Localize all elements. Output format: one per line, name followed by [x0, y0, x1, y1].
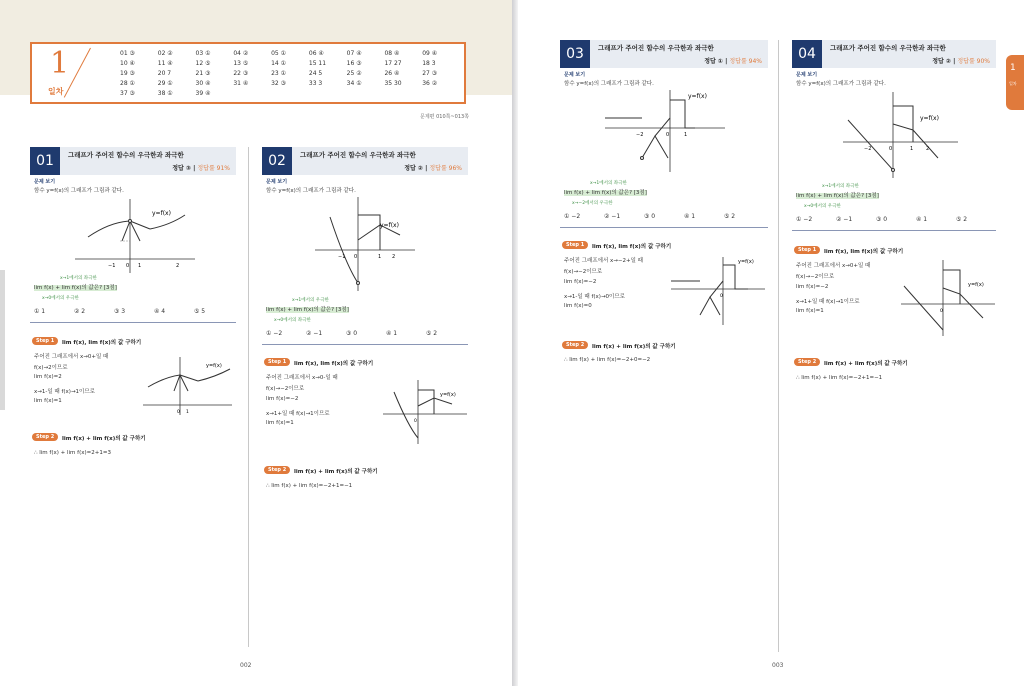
- step1-line: f(x)→−2이므로: [266, 386, 305, 392]
- section-rule: [792, 230, 996, 231]
- step2-title: lim f(x) + lim f(x)의 값 구하기: [294, 469, 378, 475]
- graph-02: [310, 195, 420, 295]
- svg-text:1: 1: [910, 146, 914, 152]
- answer-item: 30 ④: [195, 80, 211, 87]
- step2-title: lim f(x) + lim f(x)의 값 구하기: [824, 361, 908, 367]
- step2-tag: Step 2: [562, 341, 588, 349]
- step1-line: f(x)→−2이므로: [796, 274, 835, 280]
- page-number: 003: [772, 662, 784, 669]
- right-page: [518, 0, 1024, 686]
- answer-item: 34 ①: [346, 80, 362, 87]
- step2-line: ∴ lim f(x) + lim f(x)=−2+0=−2: [564, 357, 651, 363]
- step2-line: ∴ lim f(x) + lim f(x)=2+1=3: [34, 450, 111, 456]
- step1-tag: Step 1: [264, 358, 290, 366]
- choice[interactable]: ⑤ 2: [426, 330, 438, 337]
- step1-line: lim f(x)=−2: [266, 396, 299, 402]
- column-divider: [778, 40, 779, 652]
- see-problem-label: 문제 보기: [564, 72, 586, 78]
- choices-04: [796, 216, 996, 223]
- choice[interactable]: ② −1: [836, 216, 853, 223]
- problem-title: 그래프가 주어진 함수의 우극한과 좌극한: [830, 44, 946, 52]
- step1-line: lim f(x)=−2: [564, 279, 597, 285]
- section-rule: [30, 322, 236, 323]
- step1-line: lim f(x)=0: [564, 303, 592, 309]
- problem-title: 그래프가 주어진 함수의 우극한과 좌극한: [598, 44, 714, 52]
- step2-tag: Step 2: [32, 433, 58, 441]
- svg-text:1: 1: [138, 263, 142, 269]
- answer-item: 38 ①: [157, 90, 173, 97]
- choice[interactable]: ① −2: [564, 213, 581, 220]
- problem-title: 그래프가 주어진 함수의 우극한과 좌극한: [300, 151, 416, 159]
- answer-item: 09 ④: [422, 50, 438, 57]
- side-tab-number: 1: [1010, 63, 1016, 73]
- page-edge-tab: [0, 270, 5, 410]
- step1-line: x→1-일 때 f(x)→0이므로: [564, 294, 625, 300]
- svg-text:y=f(x): y=f(x): [688, 93, 707, 100]
- choice[interactable]: ③ 0: [876, 216, 888, 223]
- step1-line: lim f(x)=1: [796, 308, 824, 314]
- choice[interactable]: ⑤ 2: [724, 213, 736, 220]
- step2-tag: Step 2: [794, 358, 820, 366]
- problem-number: 02: [262, 147, 292, 175]
- day-side-tab[interactable]: [1006, 55, 1024, 110]
- problem-answer: 정답 ② | 정답률 96%: [404, 165, 462, 172]
- answer-item: 19 ③: [120, 70, 135, 77]
- problem-03-header: [560, 40, 768, 68]
- answer-item: 33 3: [308, 80, 323, 87]
- choice[interactable]: ④ 1: [916, 216, 928, 223]
- answer-item: 28 ①: [120, 80, 135, 87]
- solution-graph-03: [668, 255, 768, 327]
- note-top: x→1에서의 좌극한: [60, 276, 97, 281]
- problem-stem: 함수 y=f(x)의 그래프가 그림과 같다.: [796, 81, 886, 87]
- choice[interactable]: ⑤ 2: [956, 216, 968, 223]
- svg-text:1: 1: [684, 132, 688, 138]
- svg-text:0: 0: [414, 419, 417, 424]
- section-rule: [262, 344, 468, 345]
- graph-03: [600, 88, 730, 174]
- svg-text:y=f(x): y=f(x): [738, 259, 754, 265]
- step1-tag: Step 1: [32, 337, 58, 345]
- problem-stem: 함수 y=f(x)의 그래프가 그림과 같다.: [34, 188, 124, 194]
- choices-01: [34, 308, 234, 315]
- problem-number: 04: [792, 40, 822, 68]
- step1-line: 주어진 그래프에서 x→0-일 때: [266, 375, 338, 381]
- step1-line: f(x)→2이므로: [34, 365, 68, 371]
- problem-question: lim f(x) + lim f(x)의 값은? [3점]: [796, 193, 879, 199]
- step1-line: x→1+일 때 f(x)→1이므로: [796, 299, 860, 305]
- choice[interactable]: ② 2: [74, 308, 86, 315]
- problem-answer: 정답 ② | 정답률 90%: [932, 58, 990, 65]
- answer-item: 15 11: [308, 60, 327, 67]
- step1-title: lim f(x), lim f(x)의 값 구하기: [824, 249, 904, 255]
- problem-stem: 함수 y=f(x)의 그래프가 그림과 같다.: [266, 188, 356, 194]
- step2-line: ∴ lim f(x) + lim f(x)=−2+1=−1: [266, 483, 353, 489]
- choice[interactable]: ④ 4: [154, 308, 166, 315]
- svg-text:2: 2: [392, 254, 396, 260]
- svg-text:y=f(x): y=f(x): [152, 210, 171, 217]
- side-tab-label: 일차: [1009, 81, 1017, 86]
- answer-item: 32 ③: [271, 80, 287, 87]
- answer-item: 18 3: [422, 60, 436, 67]
- choice[interactable]: ② −1: [306, 330, 323, 337]
- range-note: 문제편 010쪽~013쪽: [420, 114, 470, 120]
- svg-text:y=f(x): y=f(x): [206, 363, 222, 369]
- choice[interactable]: ⑤ 5: [194, 308, 206, 315]
- graph-01: [70, 197, 200, 275]
- step1-line: x→1-일 때 f(x)→1이므로: [34, 389, 95, 395]
- answer-item: 17 27: [384, 60, 402, 67]
- note-top: x→1에서의 좌극한: [822, 184, 859, 189]
- step1-line: 주어진 그래프에서 x→0+일 때: [796, 263, 871, 269]
- problem-01-header: [30, 147, 236, 175]
- answer-item: 14 ①: [271, 60, 287, 67]
- note-top: x→1에서의 좌극한: [590, 181, 627, 186]
- answer-item: 10 ④: [120, 60, 135, 67]
- svg-text:0: 0: [889, 146, 893, 152]
- svg-text:0: 0: [354, 254, 358, 260]
- svg-text:0: 0: [940, 309, 943, 314]
- step1-title: lim f(x), lim f(x)의 값 구하기: [592, 244, 672, 250]
- answer-key-box: [30, 42, 466, 104]
- answer-item: 27 ③: [422, 70, 438, 77]
- answer-item: 13 ⑤: [233, 60, 249, 67]
- answer-item: 29 ①: [157, 80, 173, 87]
- answer-item: 35 30: [384, 80, 402, 87]
- svg-text:−1: −1: [338, 254, 346, 260]
- choices-03: [564, 213, 764, 220]
- step1-line: 주어진 그래프에서 x→0+일 때: [34, 354, 109, 360]
- step1-line: x→1+일 때 f(x)→1이므로: [266, 411, 330, 417]
- problem-title: 그래프가 주어진 함수의 우극한과 좌극한: [68, 151, 184, 159]
- answer-item: 06 ④: [308, 50, 324, 57]
- problem-number: 01: [30, 147, 60, 175]
- choice[interactable]: ④ 1: [684, 213, 696, 220]
- svg-text:y=f(x): y=f(x): [440, 392, 456, 398]
- page-number: 002: [240, 662, 252, 669]
- choice[interactable]: ① 1: [34, 308, 46, 315]
- see-problem-label: 문제 보기: [266, 179, 288, 185]
- problem-04-header: [792, 40, 996, 68]
- answer-item: 08 ④: [384, 50, 400, 57]
- graph-04: [838, 90, 963, 180]
- note-bottom: x→0에서의 우극한: [42, 296, 79, 301]
- problem-question: lim f(x) + lim f(x)의 값은? [3점]: [564, 190, 647, 196]
- step1-title: lim f(x), lim f(x)의 값 구하기: [62, 340, 142, 346]
- step1-title: lim f(x), lim f(x)의 값 구하기: [294, 361, 374, 367]
- step1-tag: Step 1: [562, 241, 588, 249]
- answer-item: 11 ④: [157, 60, 173, 67]
- step2-title: lim f(x) + lim f(x)의 값 구하기: [592, 344, 676, 350]
- problem-question: lim f(x) + lim f(x)의 값은? [3점]: [34, 285, 117, 291]
- answer-item: 05 ①: [271, 50, 287, 57]
- see-problem-label: 문제 보기: [34, 179, 56, 185]
- answer-item: 16 ③: [346, 60, 362, 67]
- svg-text:2: 2: [176, 263, 180, 269]
- choices-02: [266, 330, 466, 337]
- step1-line: lim f(x)=2: [34, 374, 62, 380]
- day-number: 1: [50, 46, 70, 81]
- answer-item: 37 ③: [120, 90, 135, 97]
- svg-text:−2: −2: [636, 132, 644, 138]
- section-rule: [560, 227, 768, 228]
- note-bottom: x→−2에서의 우극한: [572, 201, 613, 206]
- problem-02-header: [262, 147, 468, 175]
- solution-graph-02: [380, 378, 470, 448]
- note-bottom: x→0에서의 좌극한: [274, 318, 311, 323]
- svg-text:0: 0: [177, 410, 180, 415]
- answer-item: 26 ④: [384, 70, 400, 77]
- step2-tag: Step 2: [264, 466, 290, 474]
- answer-item: 24 5: [308, 70, 323, 77]
- choice[interactable]: ② −1: [604, 213, 621, 220]
- svg-text:−1: −1: [108, 263, 116, 269]
- step1-tag: Step 1: [794, 246, 820, 254]
- problem-number: 03: [560, 40, 590, 68]
- answer-item: 20 7: [157, 70, 172, 77]
- answer-item: 39 ④: [195, 90, 211, 97]
- step1-line: f(x)→−2이므로: [564, 269, 603, 275]
- day-label: 일차: [48, 87, 64, 96]
- answer-item: 23 ①: [271, 70, 287, 77]
- answer-item: 03 ①: [195, 50, 211, 57]
- answer-item: 04 ②: [233, 50, 249, 57]
- step1-line: lim f(x)=1: [34, 398, 62, 404]
- choice[interactable]: ③ 3: [114, 308, 126, 315]
- note-top: x→1에서의 우극한: [292, 298, 329, 303]
- choice[interactable]: ④ 1: [386, 330, 398, 337]
- problem-answer: 정답 ① | 정답률 94%: [704, 58, 762, 65]
- svg-text:−2: −2: [864, 146, 872, 152]
- problem-answer: 정답 ③ | 정답률 91%: [172, 165, 230, 172]
- svg-text:y=f(x): y=f(x): [920, 115, 939, 122]
- choice[interactable]: ③ 0: [346, 330, 358, 337]
- svg-text:y=f(x): y=f(x): [380, 222, 399, 229]
- answer-item: 12 ⑤: [195, 60, 211, 67]
- svg-text:1: 1: [186, 410, 189, 415]
- choice[interactable]: ③ 0: [644, 213, 656, 220]
- choice[interactable]: ① −2: [266, 330, 283, 337]
- answer-item: 36 ②: [422, 80, 438, 87]
- answer-item: 31 ④: [233, 80, 249, 87]
- svg-text:y=f(x): y=f(x): [968, 282, 984, 288]
- answer-grid: [120, 50, 460, 97]
- problem-stem: 함수 y=f(x)의 그래프가 그림과 같다.: [564, 81, 654, 87]
- answer-item: 22 ③: [233, 70, 249, 77]
- choice[interactable]: ① −2: [796, 216, 813, 223]
- answer-item: 01 ③: [120, 50, 135, 57]
- problem-question: lim f(x) + lim f(x)의 값은? [3점]: [266, 307, 349, 313]
- answer-item: 02 ②: [157, 50, 173, 57]
- step1-line: lim f(x)=−2: [796, 284, 829, 290]
- svg-text:0: 0: [126, 263, 130, 269]
- svg-text:0: 0: [666, 132, 670, 138]
- answer-item: 25 ②: [346, 70, 362, 77]
- answer-item: 07 ④: [346, 50, 362, 57]
- step1-line: 주어진 그래프에서 x→−2+일 때: [564, 258, 643, 264]
- step2-title: lim f(x) + lim f(x)의 값 구하기: [62, 436, 146, 442]
- step1-line: lim f(x)=1: [266, 420, 294, 426]
- column-divider: [248, 147, 249, 647]
- svg-text:1: 1: [378, 254, 382, 260]
- step2-line: ∴ lim f(x) + lim f(x)=−2+1=−1: [796, 375, 883, 381]
- solution-graph-01: [140, 355, 235, 417]
- answer-item: 21 ③: [195, 70, 211, 77]
- svg-text:2: 2: [926, 146, 930, 152]
- svg-text:0: 0: [720, 294, 723, 299]
- note-bottom: x→0에서의 우극한: [804, 204, 841, 209]
- solution-graph-04: [898, 258, 998, 338]
- see-problem-label: 문제 보기: [796, 72, 818, 78]
